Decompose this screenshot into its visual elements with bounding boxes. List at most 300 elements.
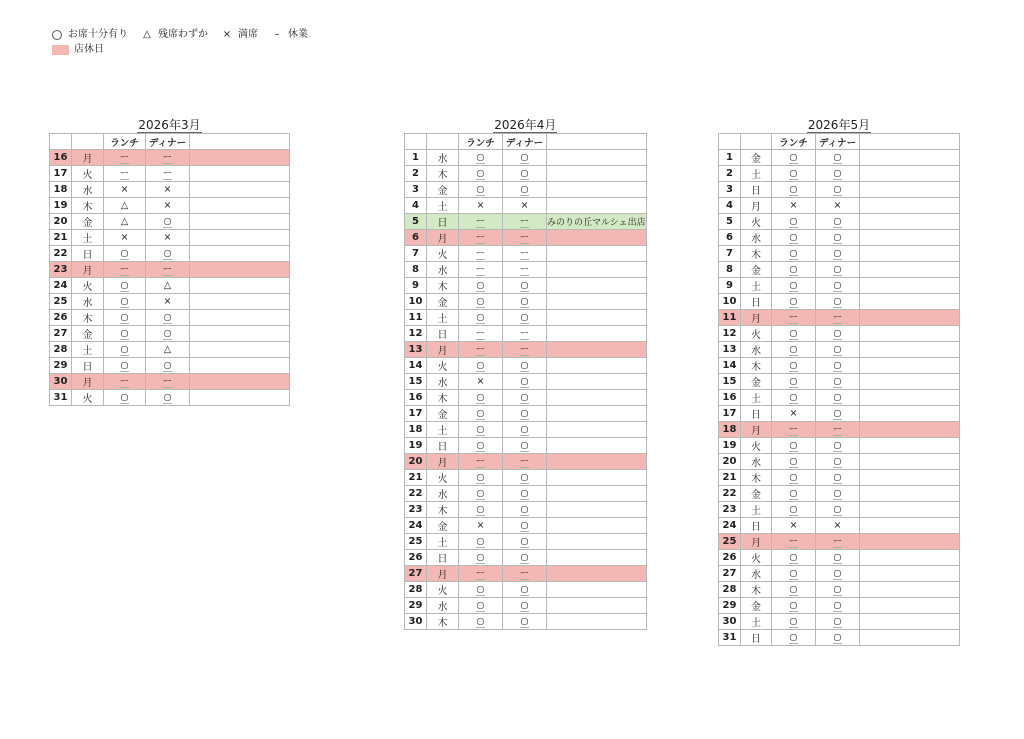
table-row [719, 358, 960, 374]
day-number: 11 [405, 310, 427, 326]
lunch-status: ○ [459, 614, 503, 630]
month-title: 2026年5月 [807, 118, 871, 132]
note [190, 374, 290, 390]
note [860, 630, 960, 646]
table-row [50, 214, 290, 230]
table-row [719, 534, 960, 550]
note [190, 390, 290, 406]
day-number: 13 [405, 342, 427, 358]
dinner-status: ○ [816, 326, 860, 342]
day-number: 4 [719, 198, 741, 214]
day-number: 9 [405, 278, 427, 294]
day-number: 4 [405, 198, 427, 214]
dinner-status: ○ [503, 374, 547, 390]
table-row [719, 486, 960, 502]
day-number: 26 [50, 310, 72, 326]
note [860, 150, 960, 166]
note [860, 438, 960, 454]
dinner-status: ○ [816, 454, 860, 470]
dinner-status: × [503, 198, 547, 214]
dinner-status: ○ [146, 310, 190, 326]
lunch-status: ○ [772, 342, 816, 358]
lunch-status: ○ [459, 598, 503, 614]
note [860, 502, 960, 518]
weekday: 金 [427, 406, 459, 422]
lunch-status: ○ [459, 310, 503, 326]
lunch-status: ○ [459, 294, 503, 310]
dinner-status: ○ [503, 310, 547, 326]
lunch-status: ー [459, 342, 503, 358]
table-row [719, 438, 960, 454]
dinner-status: ○ [816, 614, 860, 630]
note: みのりの丘マルシェ出店 [547, 214, 647, 230]
dinner-status: ○ [816, 150, 860, 166]
table-row [719, 550, 960, 566]
day-number: 12 [405, 326, 427, 342]
weekday: 火 [72, 390, 104, 406]
table-row [405, 358, 647, 374]
table-row [50, 230, 290, 246]
weekday: 日 [741, 406, 772, 422]
weekday: 月 [72, 374, 104, 390]
dinner-status: ー [816, 310, 860, 326]
dinner-status: ○ [503, 278, 547, 294]
note [860, 582, 960, 598]
day-number: 22 [719, 486, 741, 502]
weekday: 水 [427, 150, 459, 166]
table-row [405, 198, 647, 214]
weekday: 月 [427, 230, 459, 246]
note [547, 406, 647, 422]
day-number: 16 [719, 390, 741, 406]
day-number: 26 [405, 550, 427, 566]
table-row [719, 294, 960, 310]
weekday: 日 [741, 294, 772, 310]
dinner-status: ○ [816, 358, 860, 374]
note [860, 326, 960, 342]
table-row [719, 198, 960, 214]
legend-available-label: お席十分有り [68, 28, 128, 40]
dinner-status: ○ [816, 486, 860, 502]
legend-symbols [52, 27, 320, 42]
note [860, 358, 960, 374]
table-row [405, 390, 647, 406]
weekday: 金 [72, 326, 104, 342]
lunch-status: ○ [104, 326, 146, 342]
note [547, 230, 647, 246]
dinner-status: ー [503, 262, 547, 278]
dinner-status: ○ [816, 502, 860, 518]
lunch-status: ○ [459, 278, 503, 294]
dinner-header: ディナー [816, 134, 860, 150]
table-row [719, 214, 960, 230]
lunch-status: × [772, 518, 816, 534]
table-row [405, 406, 647, 422]
note [547, 534, 647, 550]
note [547, 550, 647, 566]
dinner-status: ○ [816, 374, 860, 390]
note [860, 278, 960, 294]
note [547, 582, 647, 598]
dinner-status: ○ [146, 326, 190, 342]
lunch-status: ○ [459, 582, 503, 598]
note [860, 198, 960, 214]
dinner-status: ○ [816, 438, 860, 454]
day-number: 27 [50, 326, 72, 342]
table-row [405, 614, 647, 630]
note [860, 598, 960, 614]
note [547, 598, 647, 614]
table-row [719, 422, 960, 438]
day-number: 5 [405, 214, 427, 230]
weekday: 月 [427, 454, 459, 470]
lunch-status: △ [104, 214, 146, 230]
dinner-status: ー [503, 246, 547, 262]
dinner-status: ー [146, 150, 190, 166]
lunch-status: ○ [772, 566, 816, 582]
note [860, 214, 960, 230]
lunch-status: ○ [104, 246, 146, 262]
weekday: 金 [72, 214, 104, 230]
weekday: 土 [741, 278, 772, 294]
note [547, 358, 647, 374]
lunch-status: ○ [772, 182, 816, 198]
table-row [719, 390, 960, 406]
day-number: 20 [50, 214, 72, 230]
weekday: 木 [741, 470, 772, 486]
dinner-status: ー [503, 214, 547, 230]
dinner-status: ○ [503, 406, 547, 422]
note [547, 390, 647, 406]
legend-few [140, 28, 208, 42]
dinner-status: ○ [503, 502, 547, 518]
day-number: 12 [719, 326, 741, 342]
dinner-status: ー [146, 262, 190, 278]
note [860, 230, 960, 246]
table-row [719, 246, 960, 262]
lunch-status: ー [104, 150, 146, 166]
day-number: 20 [719, 454, 741, 470]
table-row [719, 598, 960, 614]
note [547, 502, 647, 518]
day-number: 19 [50, 198, 72, 214]
legend-off-label: 休業 [288, 28, 308, 40]
dinner-status: ー [503, 326, 547, 342]
weekday: 金 [741, 262, 772, 278]
day-number: 17 [50, 166, 72, 182]
day-number: 14 [405, 358, 427, 374]
dinner-status: ○ [146, 246, 190, 262]
dinner-status: ○ [816, 550, 860, 566]
table-row [50, 294, 290, 310]
lunch-status: △ [104, 198, 146, 214]
dinner-status: × [816, 518, 860, 534]
table-row [719, 406, 960, 422]
lunch-status: ○ [772, 438, 816, 454]
lunch-status: ー [459, 454, 503, 470]
dinner-status: ー [146, 166, 190, 182]
calendar-april [404, 117, 647, 630]
table-row [405, 566, 647, 582]
weekday: 土 [427, 198, 459, 214]
table-row [405, 550, 647, 566]
dinner-status: × [146, 198, 190, 214]
weekday: 火 [741, 550, 772, 566]
weekday: 日 [427, 214, 459, 230]
lunch-status: ○ [772, 358, 816, 374]
note [190, 342, 290, 358]
weekday: 月 [427, 342, 459, 358]
lunch-status: ○ [459, 358, 503, 374]
weekday: 土 [741, 614, 772, 630]
note [860, 550, 960, 566]
table-row [719, 518, 960, 534]
weekday: 水 [741, 566, 772, 582]
note [547, 566, 647, 582]
day-number: 14 [719, 358, 741, 374]
note [547, 246, 647, 262]
day-number: 24 [405, 518, 427, 534]
weekday: 土 [741, 390, 772, 406]
day-number: 18 [50, 182, 72, 198]
day-number: 8 [719, 262, 741, 278]
legend-few-label: 残席わずか [158, 28, 208, 40]
day-number: 23 [50, 262, 72, 278]
day-number: 27 [719, 566, 741, 582]
note [547, 182, 647, 198]
table-row [405, 502, 647, 518]
triangle-icon: △ [143, 28, 151, 40]
day-number: 2 [719, 166, 741, 182]
table-row [719, 454, 960, 470]
day-number: 10 [719, 294, 741, 310]
dinner-status: ○ [503, 422, 547, 438]
month-title: 2026年4月 [494, 118, 557, 132]
lunch-status: ー [104, 166, 146, 182]
note [547, 166, 647, 182]
weekday: 日 [427, 550, 459, 566]
table-row [50, 342, 290, 358]
weekday: 火 [427, 358, 459, 374]
weekday: 月 [427, 566, 459, 582]
dinner-status: ○ [816, 598, 860, 614]
lunch-status: ○ [459, 150, 503, 166]
lunch-status: ー [459, 214, 503, 230]
dinner-status: ○ [816, 390, 860, 406]
table-row [50, 262, 290, 278]
table-row [719, 150, 960, 166]
day-number: 1 [719, 150, 741, 166]
lunch-status: ○ [459, 534, 503, 550]
note [547, 470, 647, 486]
note [547, 326, 647, 342]
table-row [719, 326, 960, 342]
weekday: 水 [427, 262, 459, 278]
table-row [405, 342, 647, 358]
table-row [50, 358, 290, 374]
lunch-status: ○ [459, 486, 503, 502]
legend [52, 27, 320, 57]
table-row [50, 390, 290, 406]
weekday: 日 [72, 358, 104, 374]
weekday: 火 [741, 438, 772, 454]
weekday: 土 [427, 310, 459, 326]
day-number: 25 [405, 534, 427, 550]
weekday: 木 [427, 166, 459, 182]
lunch-status: ー [459, 326, 503, 342]
dinner-status: ○ [503, 550, 547, 566]
note [860, 262, 960, 278]
weekday: 火 [72, 166, 104, 182]
weekday: 土 [72, 342, 104, 358]
dinner-status: ○ [503, 518, 547, 534]
lunch-status: × [459, 198, 503, 214]
lunch-status: ○ [459, 390, 503, 406]
dinner-status: ○ [146, 214, 190, 230]
dinner-status: ○ [816, 214, 860, 230]
weekday: 日 [741, 630, 772, 646]
weekday: 土 [427, 422, 459, 438]
weekday: 火 [427, 470, 459, 486]
dinner-status: ー [503, 342, 547, 358]
dinner-status: ○ [816, 566, 860, 582]
dinner-status: ○ [816, 630, 860, 646]
lunch-status: ○ [772, 262, 816, 278]
note [860, 182, 960, 198]
table-row [719, 502, 960, 518]
table-row [50, 310, 290, 326]
table-row [719, 310, 960, 326]
lunch-status: × [459, 518, 503, 534]
weekday: 月 [72, 150, 104, 166]
day-number: 10 [405, 294, 427, 310]
table-row [405, 278, 647, 294]
day-number: 28 [50, 342, 72, 358]
note [860, 294, 960, 310]
table-row [405, 214, 647, 230]
dinner-status: ○ [503, 486, 547, 502]
availability-table [49, 133, 290, 406]
note [190, 150, 290, 166]
weekday: 月 [741, 310, 772, 326]
dinner-status: × [146, 230, 190, 246]
day-number: 16 [405, 390, 427, 406]
weekday: 日 [72, 246, 104, 262]
table-header [719, 134, 960, 150]
day-number: 7 [719, 246, 741, 262]
lunch-status: ○ [104, 278, 146, 294]
table-row [50, 150, 290, 166]
lunch-header: ランチ [104, 134, 146, 150]
day-number: 30 [405, 614, 427, 630]
table-row [405, 310, 647, 326]
note [860, 518, 960, 534]
dinner-status: ○ [503, 358, 547, 374]
legend-available [52, 28, 128, 42]
dinner-status: ○ [816, 278, 860, 294]
note [547, 438, 647, 454]
day-number: 30 [719, 614, 741, 630]
table-row [719, 582, 960, 598]
lunch-status: ○ [459, 406, 503, 422]
note [547, 294, 647, 310]
lunch-status: ○ [772, 166, 816, 182]
note [860, 246, 960, 262]
weekday: 水 [427, 598, 459, 614]
day-number: 6 [719, 230, 741, 246]
dinner-status: × [816, 198, 860, 214]
day-number: 7 [405, 246, 427, 262]
dinner-status: ○ [503, 534, 547, 550]
note [860, 422, 960, 438]
note [547, 198, 647, 214]
table-row [50, 166, 290, 182]
lunch-status: ○ [772, 630, 816, 646]
lunch-status: ○ [772, 278, 816, 294]
day-number: 19 [719, 438, 741, 454]
lunch-status: ○ [772, 582, 816, 598]
dinner-status: ー [816, 534, 860, 550]
weekday: 月 [741, 198, 772, 214]
table-row [719, 566, 960, 582]
note [860, 454, 960, 470]
lunch-status: ○ [772, 294, 816, 310]
note [860, 390, 960, 406]
lunch-status: ○ [772, 502, 816, 518]
dinner-status: ○ [503, 598, 547, 614]
day-number: 29 [405, 598, 427, 614]
note [547, 518, 647, 534]
table-row [405, 294, 647, 310]
weekday: 土 [72, 230, 104, 246]
day-number: 3 [405, 182, 427, 198]
day-number: 15 [719, 374, 741, 390]
table-row [50, 278, 290, 294]
note [547, 374, 647, 390]
day-number: 21 [50, 230, 72, 246]
lunch-status: ー [772, 422, 816, 438]
table-row [50, 182, 290, 198]
day-number: 11 [719, 310, 741, 326]
lunch-status: × [459, 374, 503, 390]
lunch-status: × [772, 198, 816, 214]
table-header [50, 134, 290, 150]
lunch-status: ○ [772, 390, 816, 406]
dinner-status: ー [503, 566, 547, 582]
table-row [50, 246, 290, 262]
table-row [719, 630, 960, 646]
note [190, 230, 290, 246]
day-number: 15 [405, 374, 427, 390]
legend-full [220, 28, 258, 42]
legend-off [270, 28, 308, 42]
table-row [405, 518, 647, 534]
weekday: 金 [427, 518, 459, 534]
lunch-status: ○ [459, 438, 503, 454]
weekday: 木 [427, 390, 459, 406]
note [860, 486, 960, 502]
dinner-status: ○ [503, 166, 547, 182]
lunch-header: ランチ [459, 134, 503, 150]
weekday: 金 [741, 486, 772, 502]
weekday: 水 [427, 374, 459, 390]
weekday: 土 [741, 166, 772, 182]
note [190, 214, 290, 230]
dinner-status: ○ [503, 582, 547, 598]
lunch-status: ー [104, 262, 146, 278]
day-number: 5 [719, 214, 741, 230]
table-row [719, 182, 960, 198]
